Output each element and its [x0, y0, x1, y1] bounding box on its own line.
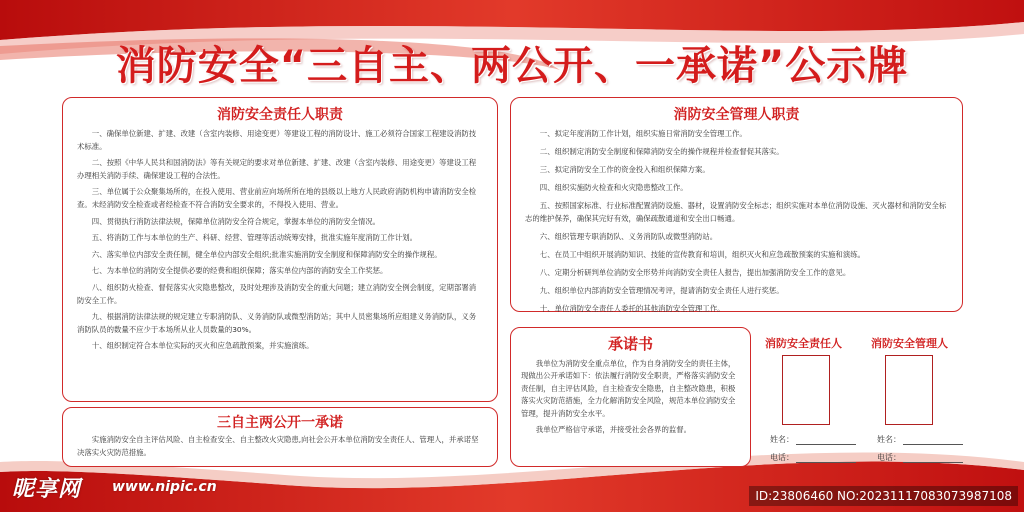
- three-two-one-text: 实施消防安全自主评估风险、自主检查安全、自主整改火灾隐患,向社会公开本单位消防安全责任人、管理人，并承诺坚决落实火灾防范措施。: [77, 435, 479, 457]
- list-item: 二、组织制定消防安全制度和保障消防安全的操作规程并检查督促其落实。: [539, 147, 784, 157]
- manager-duties-list: [511, 128, 962, 316]
- phone-label: 电话：: [877, 453, 901, 462]
- manager-label: 消防安全管理人: [871, 337, 948, 350]
- list-item: 三、拟定消防安全工作的资金投入和组织保障方案。: [539, 165, 710, 175]
- list-item: 九、组织单位内部消防安全管理情况考评，提请消防安全责任人进行奖惩。: [539, 286, 784, 296]
- responsible-person-photo: [782, 355, 830, 425]
- duties-list: [63, 128, 497, 353]
- list-item: 一、确保单位新建、扩建、改建（含室内装修、用途变更）等建设工程的消防设计、施工必须符合国家工程建设消防技术标准。: [77, 129, 477, 151]
- list-item: 八、定期分析研判单位消防安全形势并向消防安全责任人报告，提出加强消防安全工作的意见。: [539, 268, 851, 278]
- page-title: 消防安全“三自主、两公开、一承诺”公示牌: [115, 43, 909, 89]
- commitment-paragraph: 我单位严格信守承诺，并接受社会各界的监督。: [535, 425, 692, 435]
- list-item: 七、在员工中组织开展消防知识、技能的宣传教育和培训，组织灭火和应急疏散预案的实施和演练。: [539, 250, 865, 260]
- responsible-person-label: 消防安全责任人: [765, 337, 842, 350]
- manager-duties-panel: [510, 97, 963, 312]
- list-item: 九、根据消防法律法规的规定建立专职消防队、义务消防队或微型消防站；其中人员密集场所应组建义务消防队，义务消防队员的数量不应少于本场所从业人员数量的30%。: [77, 312, 477, 334]
- watermark-url: www.nipic.cn: [112, 479, 217, 495]
- panel-title: 三自主两公开一承诺: [217, 415, 343, 431]
- three-two-one-panel: [62, 407, 498, 467]
- phone-label: 电话：: [770, 453, 794, 462]
- watermark-id: ID:23806460 NO:20231117083073987108: [749, 486, 1018, 506]
- list-item: 十、组织制定符合本单位实际的灭火和应急疏散预案，并实施演练。: [91, 341, 314, 351]
- list-item: 一、拟定年度消防工作计划，组织实施日常消防安全管理工作。: [539, 129, 747, 138]
- list-item: 三、单位属于公众聚集场所的，在投入使用、营业前应向场所所在地的县级以上地方人民政府消防机构申请消防安全检查。未经消防安全检查或者经检查不符合消防安全要求的，不得投入使用、营业。: [77, 187, 477, 209]
- name-label: 姓名：: [770, 435, 794, 444]
- manager-phone-field: [877, 452, 963, 463]
- list-item: 六、组织管理专职消防队、义务消防队或微型消防站。: [539, 232, 718, 242]
- commitment-paragraph: 我单位为消防安全重点单位，作为自身消防安全的责任主体，现做出公开承诺如下：依法履行消防安全职责，严格落实消防安全责任制，自主评估风险，自主检查安全隐患，自主整改隐患，积极落实火灾防范措施，全力化解消防安全风险，规范本单位消防安全管理，提升消防安全水平。: [521, 359, 736, 418]
- list-item: 十、单位消防安全责任人委托的其他消防安全管理工作。: [539, 304, 725, 314]
- commitment-panel: [510, 327, 751, 467]
- list-item: 五、按照国家标准、行业标准配置消防设施、器材，设置消防安全标志；组织实施对本单位消防设施、灭火器材和消防安全标志的维护保养，确保其完好有效，确保疏散通道和安全出口畅通。: [525, 201, 947, 223]
- list-item: 八、组织防火检查、督促落实火灾隐患整改，及时处理涉及消防安全的重大问题；建立消防安全例会制度，定期部署消防安全工作。: [77, 282, 477, 305]
- name-label: 姓名：: [877, 435, 901, 444]
- responsibility-person-duties-panel: [62, 97, 498, 402]
- list-item: 四、组织实施防火检查和火灾隐患整改工作。: [539, 183, 688, 193]
- manager-name-field: [877, 434, 963, 445]
- responsible-person-phone-field: [770, 452, 856, 463]
- list-item: 二、按照《中华人民共和国消防法》等有关规定的要求对单位新建、扩建、改建（含室内装修、用途变更）等建设工程办理相关消防手续、确保建设工程的合法性。: [77, 158, 477, 180]
- panel-title: 消防安全责任人职责: [217, 107, 343, 123]
- watermark-logo: 昵享网: [12, 477, 82, 502]
- list-item: 七、为本单位的消防安全提供必要的经费和组织保障；落实单位内部的消防安全工作奖惩。: [91, 266, 388, 276]
- list-item: 四、贯彻执行消防法律法规，保障单位消防安全符合规定，掌握本单位的消防安全情况。: [91, 216, 381, 226]
- panel-title: 消防安全管理人职责: [673, 107, 800, 123]
- list-item: 五、将消防工作与本单位的生产、科研、经营、管理等活动统筹安排，批准实施年度消防工作计划。: [91, 233, 417, 243]
- manager-photo: [885, 355, 933, 425]
- panel-title: 承诺书: [607, 335, 653, 353]
- responsible-person-name-field: [770, 434, 856, 445]
- list-item: 六、落实单位内部安全责任制，健全单位内部安全组织;批准实施消防安全制度和保障消防安全的操作规程。: [91, 249, 442, 259]
